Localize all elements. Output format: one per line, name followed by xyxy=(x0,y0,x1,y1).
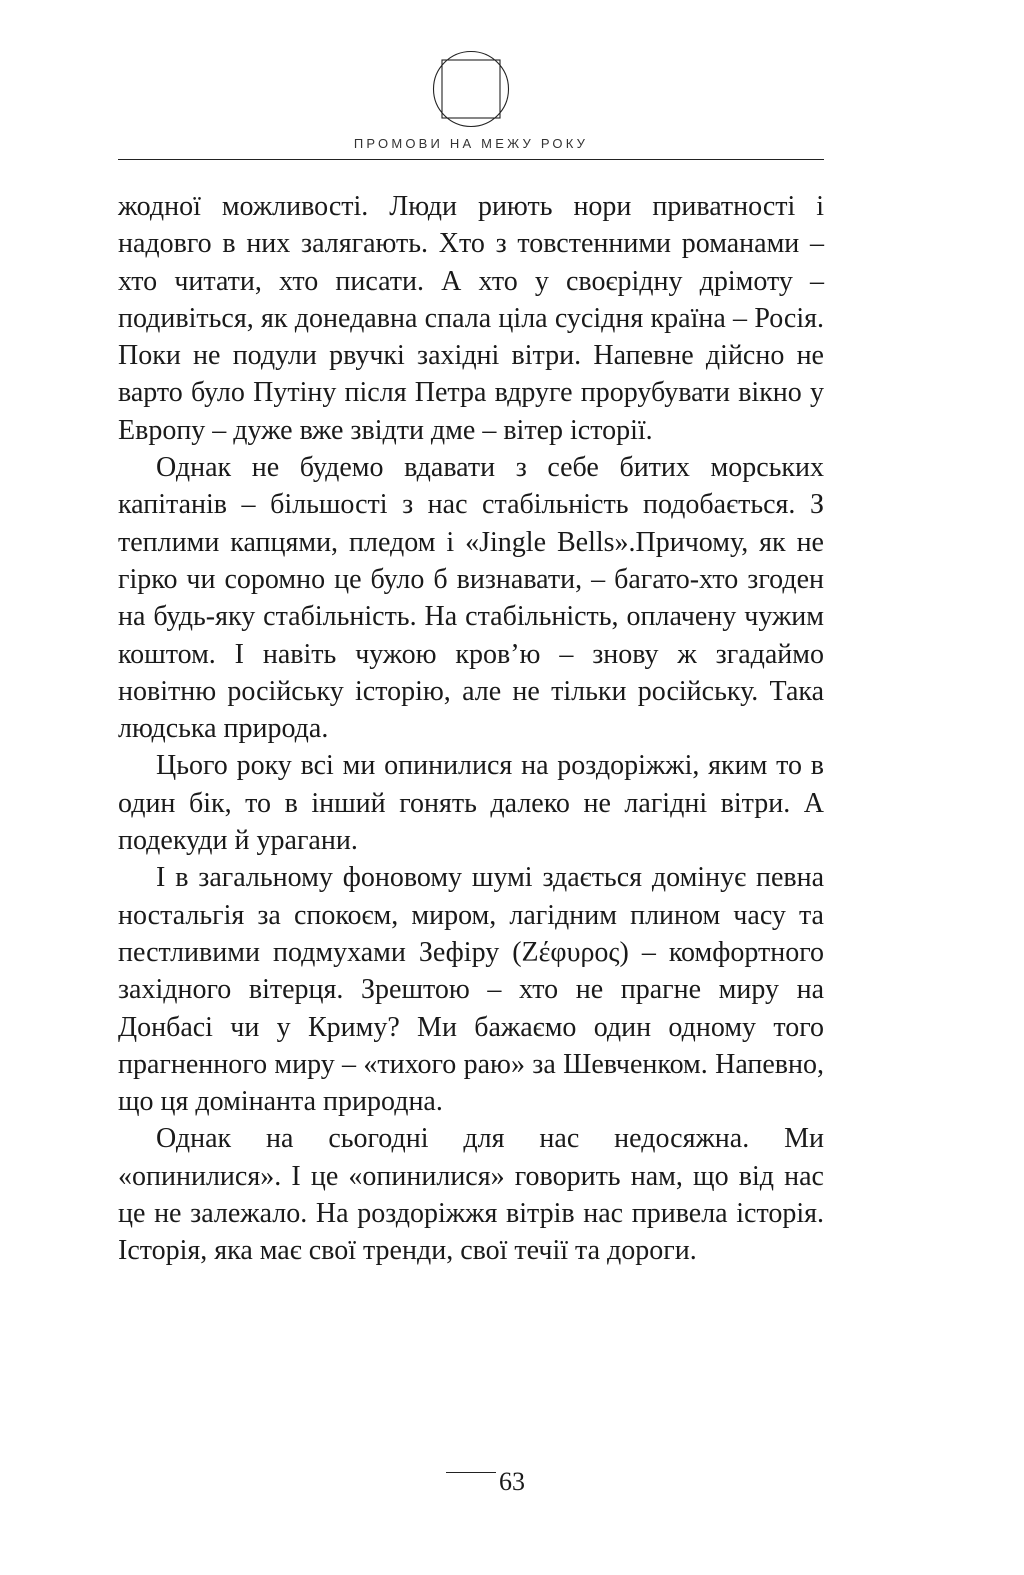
running-head: ПРОМОВИ НА МЕЖУ РОКУ xyxy=(353,136,589,151)
paragraph: Цього року всі ми опинилися на роздоріжжі, яким то в один бік, то в інший гонять далеко не лагідні вітри. А подекуди й урагани. xyxy=(118,750,824,857)
circle-square-emblem-icon xyxy=(432,50,510,128)
paragraph: жодної можливості. Люди риють нори приватності і надовго в них залягають. Хто з товстенними романами – хто читати, хто писати. А хто у своєрідну дрімоту – подивіться, як донедавна спала ціла сусідня країна – Росія. Поки не подули рвучкі західні вітри. Напевне дійсно не варто було Путіну після Петра вдруге прорубувати вікно у Европу – дуже вже звідти дме – вітер історії. xyxy=(118,191,824,446)
paragraph: І в загальному фоновому шумі здається домінує певна ностальгія за спокоєм, миром, лагідним плином часу та пестливими подмухами Зефіру (Ζέφυρος) – комфортного західного вітерця. Зрештою – хто не прагне миру на Донбасі чи у Криму? Ми бажаємо один одному того прагненного миру – «тихого раю» за Шевченком. Напевно, що ця домінанта природна. xyxy=(118,862,824,1118)
page-number: 63 xyxy=(499,1467,525,1496)
paragraph: Однак на сьогодні для нас недосяжна. Ми «опинилися». І це «опинилися» говорить нам, що від нас це не залежало. На роздоріжжя вітрів нас привела історія. Історія, яка має свої тренди, свої течії та дороги. xyxy=(118,1123,824,1267)
body-text xyxy=(118,188,824,1270)
header-divider xyxy=(118,159,824,160)
paragraph: Однак не будемо вдавати з себе битих морських капітанів – більшості з нас стабільність подобається. З теплими капцями, пледом і «Jingle Bells».Причому, як не гірко чи соромно це було б визнавати, – багато-хто згоден на будь-яку стабільність. На стабільність, оплачену чужим коштом. І навіть чужою кров’ю – знову ж згадаймо новітню російську історію, але не тільки російську. Така людська природа. xyxy=(118,452,824,745)
